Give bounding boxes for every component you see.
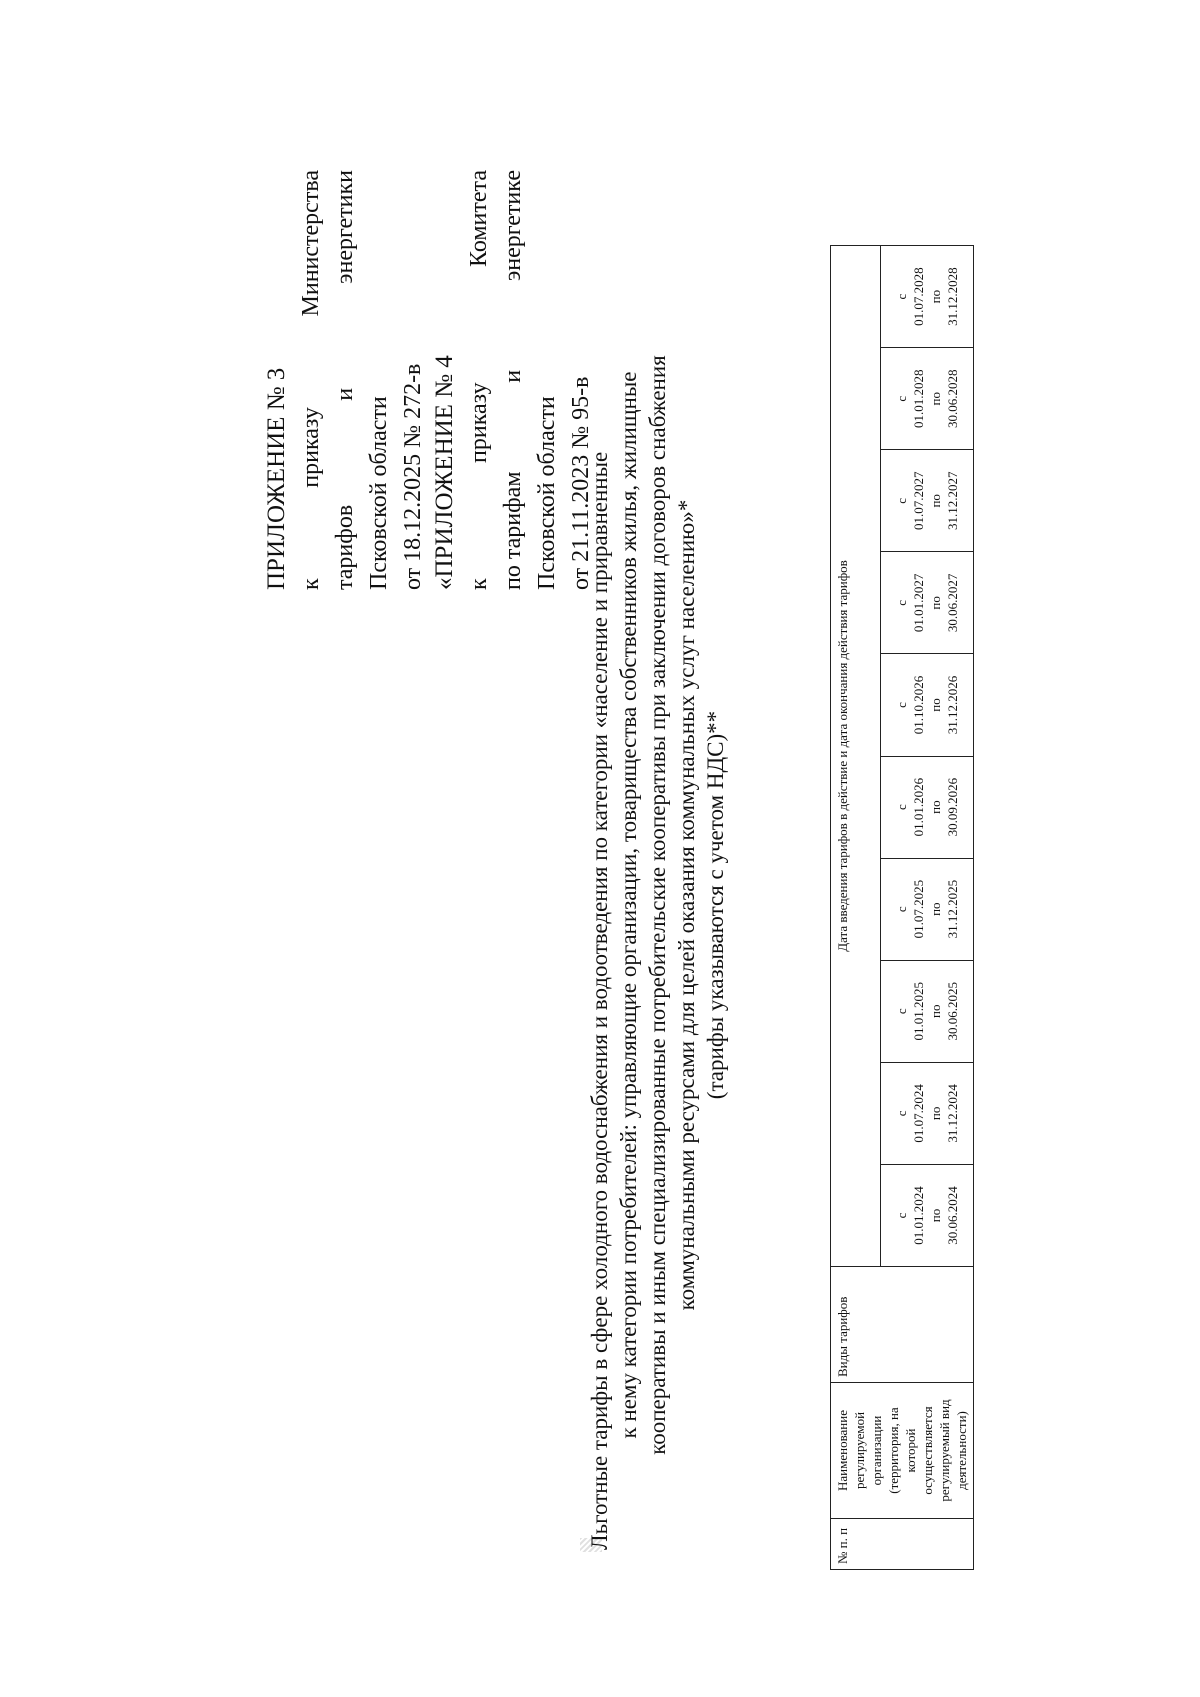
table-header-row	[831, 246, 881, 1570]
heading-line-4: коммунальными ресурсами для целей оказания коммунальных услуг населению»*	[674, 499, 699, 1311]
appendix-previous-line3: Псковской области	[534, 396, 560, 590]
appendix-current	[260, 170, 430, 590]
document-heading	[585, 260, 730, 1550]
appendix-previous-line1: к приказу Комитета	[466, 170, 492, 590]
rotated-page	[110, 60, 1190, 1600]
heading-line-1: Льготные тарифы в сфере холодного водоснабжения и водоотведения по категории «население и приравненные	[587, 451, 612, 1550]
appendix-current-title: ПРИЛОЖЕНИЕ № 3	[263, 367, 290, 590]
header-number: № п. п	[831, 1519, 974, 1570]
tariffs-table	[830, 245, 974, 1570]
heading-line-5: (тарифы указываются с учетом НДС)**	[703, 710, 728, 1100]
period-cell: с 01.01.2028 по 30.06.2028	[881, 348, 974, 450]
appendix-current-line3: Псковской области	[366, 396, 392, 590]
appendix-current-line2: тарифов и энергетики	[332, 170, 358, 590]
heading-line-3: кооперативы и иным специализированные потребительские кооперативы при заключении договоров снабжения	[645, 355, 670, 1455]
period-cell: с 01.10.2026 по 31.12.2026	[881, 654, 974, 756]
period-cell: с 01.07.2025 по 31.12.2025	[881, 858, 974, 960]
appendix-previous-line4: от 21.11.2023 № 95-в	[568, 376, 594, 590]
period-cell: с 01.01.2025 по 30.06.2025	[881, 960, 974, 1062]
period-cell: с 01.07.2027 по 31.12.2027	[881, 450, 974, 552]
appendix-current-line1: к приказу Министерства	[298, 170, 324, 590]
appendix-previous	[428, 170, 598, 590]
period-cell: с 01.07.2028 по 31.12.2028	[881, 246, 974, 348]
header-dates: Дата введения тарифов в действие и дата окончания действия тарифов	[831, 246, 881, 1267]
header-organization: Наименование регулируемой организации (территория, на которой осуществляется регулируемый вид деятельности)	[831, 1383, 974, 1519]
appendix-previous-title: «ПРИЛОЖЕНИЕ № 4	[431, 355, 458, 590]
heading-line-2: к нему категории потребителей: управляющие организации, товарищества собственников жилья, жилищные	[616, 371, 641, 1439]
period-cell: с 01.01.2027 по 30.06.2027	[881, 552, 974, 654]
appendix-current-line4: от 18.12.2025 № 272-в	[400, 363, 426, 590]
appendix-previous-line2: по тарифам и энергетике	[500, 170, 526, 590]
period-cell: с 01.01.2026 по 30.09.2026	[881, 756, 974, 858]
period-cell: с 01.07.2024 по 31.12.2024	[881, 1062, 974, 1164]
header-tariff-kinds: Виды тарифов	[831, 1267, 974, 1383]
period-cell: с 01.01.2024 по 30.06.2024	[881, 1164, 974, 1266]
